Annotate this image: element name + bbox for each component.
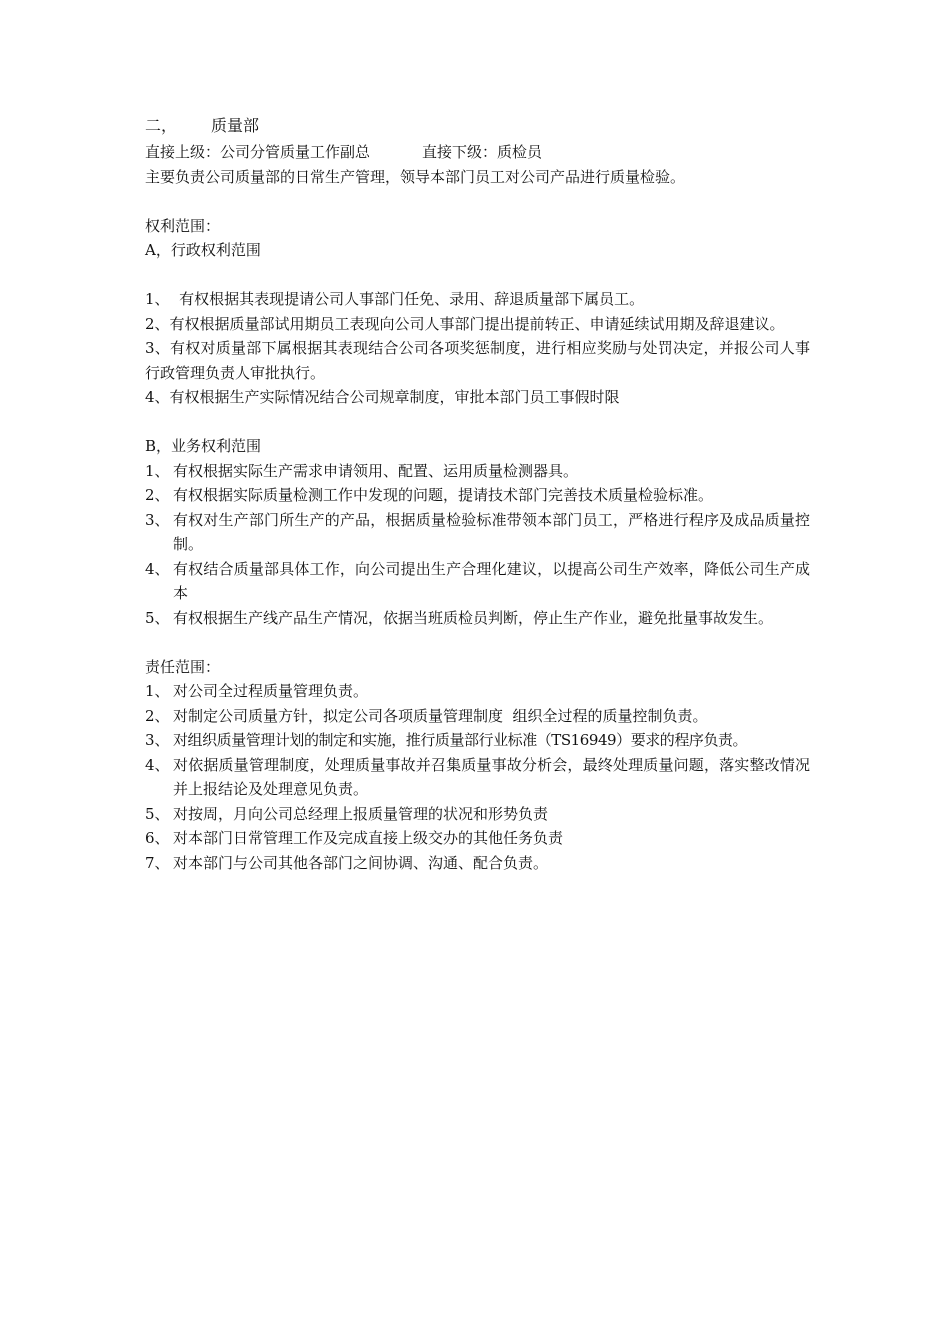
section-title: 质量部: [211, 116, 260, 135]
item-text: 有权根据其表现提请公司人事部门任免、录用、辞退质量部下属员工。: [179, 290, 645, 308]
item-number: 2、: [145, 706, 170, 725]
item-text: 有权根据生产实际情况结合公司规章制度，审批本部门员工事假时限: [169, 388, 620, 406]
list-item: [145, 312, 810, 337]
item-number: 4、: [145, 755, 170, 774]
item-text: 对制定公司质量方针，拟定公司各项质量管理制度 组织全过程的质量控制负责。: [173, 706, 708, 725]
direct-subordinate: 直接下级：质检员: [422, 143, 543, 161]
item-number: 3、: [145, 339, 171, 357]
item-number: 3、: [145, 510, 170, 529]
item-number: 3、: [145, 731, 170, 749]
section-heading: [145, 112, 810, 140]
item-text: 对按周，月向公司总经理上报质量管理的状况和形势负责: [173, 804, 549, 823]
reporting-line: [145, 140, 810, 165]
item-number: 1、: [145, 461, 170, 480]
admin-rights-list: [145, 287, 810, 410]
list-item: [145, 557, 810, 606]
list-item: [145, 606, 810, 631]
admin-rights-title: A，行政权利范围: [145, 241, 261, 259]
business-rights-list: [145, 459, 810, 631]
list-item: [145, 704, 810, 729]
list-item: [145, 851, 810, 876]
item-number: 7、: [145, 853, 170, 872]
item-text: 对本部门与公司其他各部门之间协调、沟通、配合负责。: [173, 853, 549, 872]
item-number: 4、: [145, 559, 170, 578]
item-number: 5、: [145, 608, 170, 627]
business-rights-title: B，业务权利范围: [145, 437, 262, 455]
section-number: 二，: [145, 116, 178, 135]
list-item: [145, 385, 810, 410]
item-text: 有权对生产部门所生产的产品，根据质量检验标准带领本部门员工，严格进行程序及成品质量控制。: [173, 510, 810, 553]
list-item: [145, 459, 810, 484]
responsibilities-title: 责任范围：: [145, 657, 221, 676]
item-text: 对公司全过程质量管理负责。: [173, 682, 369, 700]
item-text: 有权对质量部下属根据其表现结合公司各项奖惩制度，进行相应奖励与处罚决定，并报公司人事行政管理负责人审批执行。: [145, 339, 810, 382]
list-item: [145, 802, 810, 827]
item-number: 6、: [145, 829, 170, 847]
list-item: [145, 826, 810, 851]
item-text: 有权结合质量部具体工作，向公司提出生产合理化建议，以提高公司生产效率，降低公司生产成本: [173, 559, 810, 602]
item-text: 对依据质量管理制度，处理质量事故并召集质量事故分析会，最终处理质量问题，落实整改情况并上报结论及处理意见负责。: [173, 755, 810, 798]
list-item: [145, 287, 810, 312]
item-text: 对本部门日常管理工作及完成直接上级交办的其他任务负责: [173, 829, 564, 847]
item-number: 1、: [145, 682, 170, 700]
item-text: 有权根据实际生产需求申请领用、配置、运用质量检测器具。: [173, 461, 579, 480]
document-page: [145, 112, 810, 875]
list-item: [145, 728, 810, 753]
list-item: [145, 753, 810, 802]
list-item: [145, 679, 810, 704]
item-text: 有权根据质量部试用期员工表现向公司人事部门提出提前转正、申请延续试用期及辞退建议。: [169, 314, 785, 333]
item-number: 2、: [145, 486, 170, 504]
item-text: 对组织质量管理计划的制定和实施，推行质量部行业标准（TS16949）要求的程序负责。: [173, 731, 748, 749]
responsibilities-list: [145, 679, 810, 875]
list-item: [145, 336, 810, 385]
item-number: 4、: [145, 388, 170, 406]
list-item: [145, 508, 810, 557]
item-text: 有权根据生产线产品生产情况，依据当班质检员判断，停止生产作业，避免批量事故发生。: [173, 608, 774, 627]
item-number: 5、: [145, 804, 170, 823]
item-number: 1、: [145, 290, 180, 308]
list-item: [145, 483, 810, 508]
direct-superior: 直接上级：公司分管质量工作副总: [145, 143, 371, 161]
department-summary: 主要负责公司质量部的日常生产管理，领导本部门员工对公司产品进行质量检验。: [145, 167, 686, 186]
rights-title: 权利范围：: [145, 216, 221, 235]
item-text: 有权根据实际质量检测工作中发现的问题，提请技术部门完善技术质量检验标准。: [173, 486, 714, 504]
item-number: 2、: [145, 314, 170, 333]
